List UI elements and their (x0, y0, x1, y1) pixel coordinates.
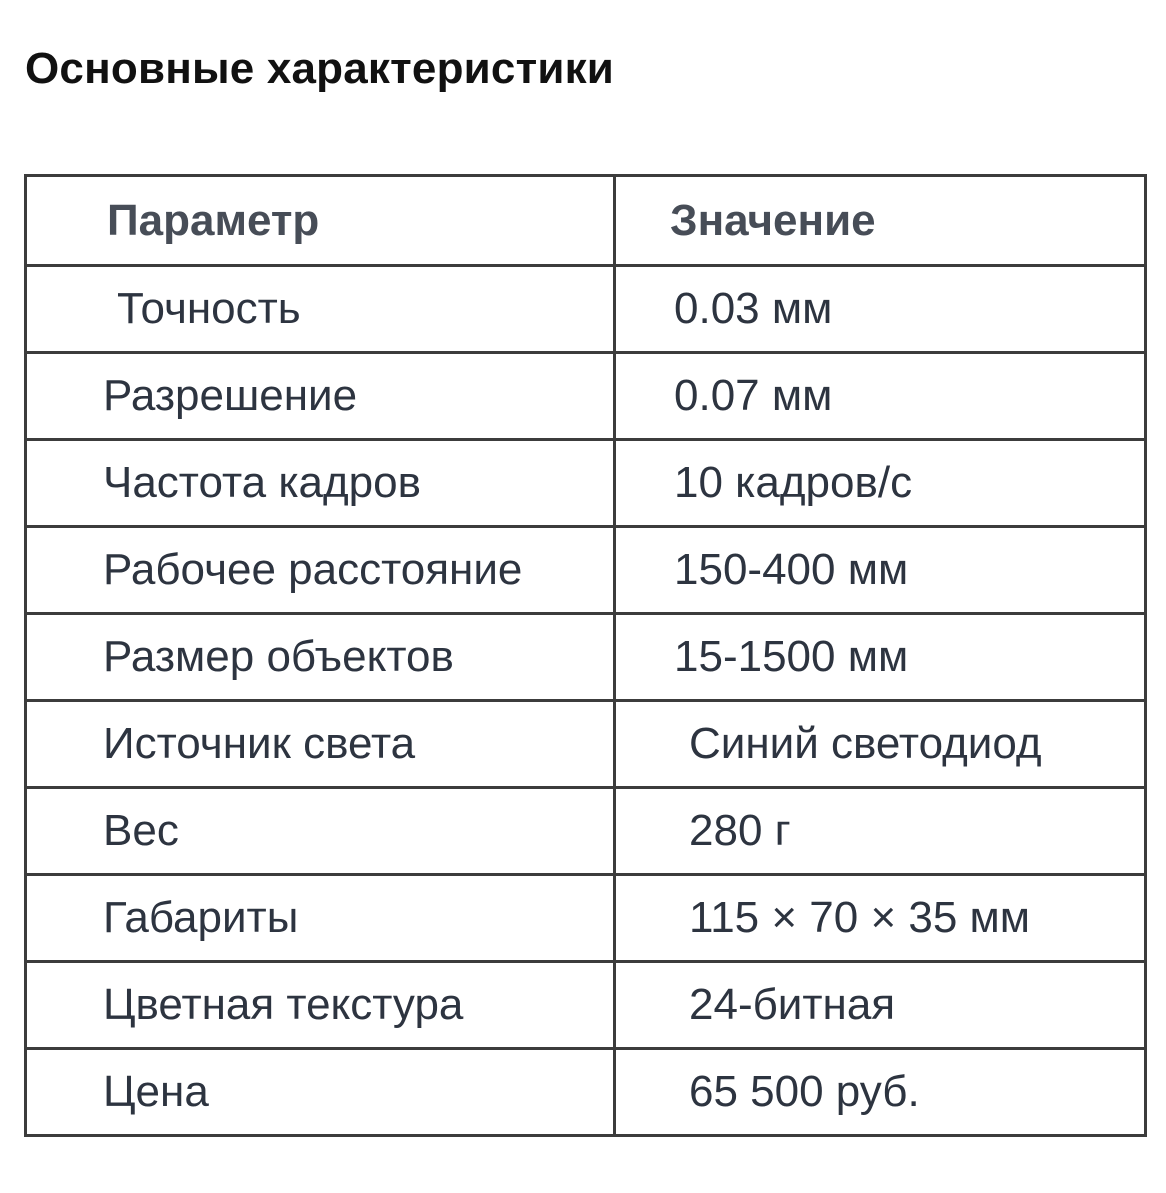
row-value: 0.07 мм (615, 353, 1146, 440)
row-value: 0.03 мм (615, 266, 1146, 353)
row-param: Точность (26, 266, 615, 353)
table-row (26, 788, 1146, 875)
table-row (26, 614, 1146, 701)
row-value: 65 500 руб. (615, 1049, 1146, 1136)
row-value: Синий светодиод (615, 701, 1146, 788)
table-row (26, 527, 1146, 614)
row-value: 150-400 мм (615, 527, 1146, 614)
row-param: Размер объектов (26, 614, 615, 701)
table-row (26, 353, 1146, 440)
table-row (26, 1049, 1146, 1136)
row-param: Вес (26, 788, 615, 875)
column-header-param: Параметр (26, 176, 615, 266)
row-param: Цена (26, 1049, 615, 1136)
row-param: Разрешение (26, 353, 615, 440)
table-row (26, 701, 1146, 788)
specs-table (24, 174, 1147, 1137)
table-row (26, 875, 1146, 962)
table-row (26, 440, 1146, 527)
table-row (26, 266, 1146, 353)
row-value: 280 г (615, 788, 1146, 875)
row-param: Габариты (26, 875, 615, 962)
row-param: Цветная текстура (26, 962, 615, 1049)
row-value: 24-битная (615, 962, 1146, 1049)
row-value: 10 кадров/с (615, 440, 1146, 527)
row-value: 115 × 70 × 35 мм (615, 875, 1146, 962)
row-param: Источник света (26, 701, 615, 788)
table-header-row (26, 176, 1146, 266)
table-row (26, 962, 1146, 1049)
row-param: Частота кадров (26, 440, 615, 527)
row-value: 15-1500 мм (615, 614, 1146, 701)
column-header-value: Значение (615, 176, 1146, 266)
row-param: Рабочее расстояние (26, 527, 615, 614)
page-title: Основные характеристики (25, 44, 615, 93)
